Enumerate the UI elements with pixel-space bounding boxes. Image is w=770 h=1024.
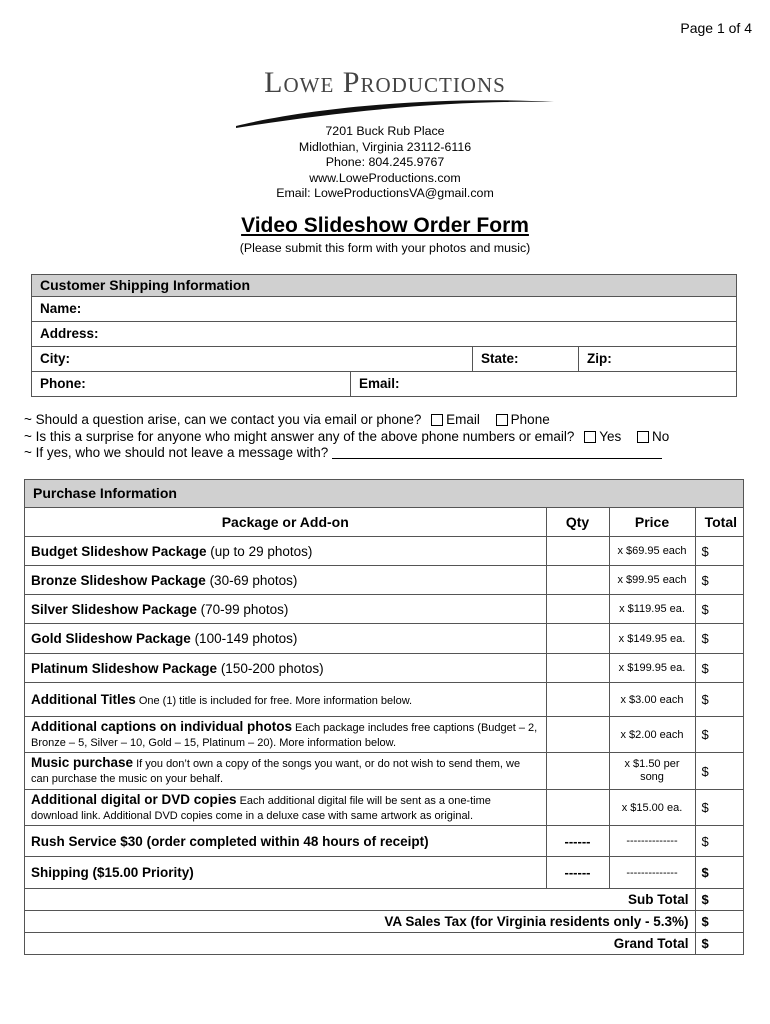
phone-field[interactable]	[32, 372, 350, 396]
qty-field[interactable]	[546, 753, 609, 790]
grand-total-row	[25, 933, 743, 955]
qty-field[interactable]	[546, 790, 609, 826]
grand-total-field[interactable]: $	[695, 933, 743, 955]
col-total-header: Total	[695, 508, 743, 537]
item-cell	[25, 790, 546, 826]
item-cell	[25, 595, 546, 624]
contact-questions	[24, 412, 669, 462]
item-name: Additional captions on individual photos	[31, 718, 292, 734]
item-description: (up to 29 photos)	[206, 543, 313, 559]
col-price-header: Price	[609, 508, 695, 537]
item-cell	[25, 537, 546, 566]
email-checkbox[interactable]	[431, 414, 443, 426]
total-field[interactable]: $	[695, 790, 743, 826]
address-email: Email: LoweProductionsVA@gmail.com	[276, 186, 494, 200]
item-name: Silver Slideshow Package	[31, 601, 197, 617]
state-label: State:	[481, 351, 519, 366]
page-number: Page 1 of 4	[680, 20, 752, 36]
price-cell: x $199.95 ea.	[609, 654, 695, 683]
address-phone: Phone: 804.245.9767	[325, 155, 445, 169]
table-row	[25, 624, 743, 654]
question-contact-method	[24, 412, 669, 429]
price-cell: --------------	[609, 857, 695, 889]
item-description: (150-200 photos)	[217, 660, 324, 676]
item-description: (30-69 photos)	[205, 572, 298, 588]
email-option-label: Email	[446, 412, 480, 427]
sales-tax-field[interactable]: $	[695, 911, 743, 933]
item-name: Platinum Slideshow Package	[31, 660, 218, 676]
table-row	[25, 753, 743, 790]
item-name: Rush Service $30 (order completed within 48 hours of receipt)	[31, 833, 429, 849]
table-row	[25, 537, 743, 566]
total-field[interactable]: $	[695, 566, 743, 595]
table-row	[25, 566, 743, 595]
subtotal-field[interactable]: $	[695, 889, 743, 911]
qty-field[interactable]	[546, 717, 609, 753]
item-description: Each package includes free captions (Budget – 2, Bronze – 5, Silver – 10, Gold – 15, Platinum – 20). More information below.	[31, 721, 538, 749]
subtotal-label: Sub Total	[25, 889, 695, 911]
price-cell: x $3.00 each	[609, 683, 695, 717]
price-cell: x $99.95 each	[609, 566, 695, 595]
item-cell	[25, 753, 546, 790]
name-row[interactable]	[32, 297, 736, 322]
question-surprise-text: ~ Is this a surprise for anyone who might answer any of the above phone numbers or email?	[24, 428, 575, 444]
grand-total-label: Grand Total	[25, 933, 695, 955]
question-contact-text: ~ Should a question arise, can we contact you via email or phone?	[24, 412, 422, 427]
total-field[interactable]: $	[695, 654, 743, 683]
item-cell	[25, 826, 546, 857]
total-field[interactable]: $	[695, 624, 743, 654]
col-qty-header: Qty	[546, 508, 609, 537]
no-option-label: No	[652, 428, 670, 444]
purchase-table	[25, 508, 743, 954]
col-package-header: Package or Add-on	[25, 508, 546, 537]
price-cell: x $69.95 each	[609, 537, 695, 566]
phone-checkbox[interactable]	[496, 414, 508, 426]
city-row	[32, 347, 736, 372]
no-checkbox[interactable]	[637, 431, 649, 443]
state-field[interactable]	[472, 347, 578, 371]
item-cell	[25, 566, 546, 595]
form-title: Video Slideshow Order Form	[241, 214, 529, 237]
item-cell	[25, 717, 546, 753]
purchase-column-headers	[25, 508, 743, 537]
item-description: If you don’t own a copy of the songs you want, or do not wish to send them, we can purchase the music on your behalf.	[31, 758, 521, 785]
zip-field[interactable]	[578, 347, 736, 371]
table-row	[25, 717, 743, 753]
total-field[interactable]: $	[695, 826, 743, 857]
item-name: Music purchase	[31, 755, 134, 770]
table-row	[25, 790, 743, 826]
question-no-message	[24, 445, 669, 462]
qty-field[interactable]	[546, 683, 609, 717]
phone-option-label: Phone	[510, 412, 550, 427]
total-field[interactable]: $	[695, 753, 743, 790]
city-field[interactable]	[32, 347, 472, 371]
shipping-header: Customer Shipping Information	[32, 275, 736, 297]
item-name: Shipping ($15.00 Priority)	[31, 865, 194, 880]
price-cell: x $2.00 each	[609, 717, 695, 753]
price-cell: x $119.95 ea.	[609, 595, 695, 624]
qty-field[interactable]	[546, 566, 609, 595]
phone-row	[32, 372, 736, 396]
yes-checkbox[interactable]	[584, 431, 596, 443]
qty-field[interactable]	[546, 537, 609, 566]
item-name: Gold Slideshow Package	[31, 631, 191, 646]
table-row	[25, 654, 743, 683]
total-field[interactable]: $	[695, 537, 743, 566]
phone-label: Phone:	[40, 376, 86, 391]
item-name: Budget Slideshow Package	[31, 543, 207, 559]
table-row	[25, 595, 743, 624]
address-row[interactable]	[32, 322, 736, 347]
price-cell: --------------	[609, 826, 695, 857]
total-field[interactable]: $	[695, 857, 743, 889]
name-label: Name:	[40, 301, 82, 316]
qty-field[interactable]	[546, 654, 609, 683]
question-surprise	[24, 429, 669, 446]
address-city: Midlothian, Virginia 23112-6116	[298, 139, 472, 154]
qty-field[interactable]	[546, 595, 609, 624]
sales-tax-label: VA Sales Tax (for Virginia residents only - 5.3%)	[25, 911, 695, 933]
form-subtitle: (Please submit this form with your photos and music)	[239, 241, 531, 255]
qty-field[interactable]	[546, 624, 609, 654]
city-label: City:	[40, 351, 70, 366]
address-street: 7201 Buck Rub Place	[325, 124, 445, 138]
item-description: (70-99 photos)	[196, 601, 289, 617]
address-label: Address:	[40, 326, 99, 341]
shipping-section	[31, 274, 737, 397]
item-cell	[25, 857, 546, 889]
item-description: (100-149 photos)	[190, 631, 298, 646]
email-label: Email:	[359, 376, 400, 391]
sales-tax-row	[25, 911, 743, 933]
item-description: Each additional digital file will be sent as a one-time download link. Additional DVD copies come in a deluxe case with same artwork as original.	[31, 794, 491, 822]
item-cell	[25, 624, 546, 654]
item-name: Bronze Slideshow Package	[31, 572, 206, 588]
price-cell: x $15.00 ea.	[609, 790, 695, 826]
qty-field[interactable]: ------	[546, 857, 609, 889]
yes-option-label: Yes	[599, 428, 622, 444]
item-cell	[25, 683, 546, 717]
address-website: www.LoweProductions.com	[309, 170, 461, 185]
email-field[interactable]	[350, 372, 736, 396]
subtotal-row	[25, 889, 743, 911]
item-cell	[25, 654, 546, 683]
table-row	[25, 826, 743, 857]
table-row	[25, 857, 743, 889]
purchase-section	[24, 479, 744, 955]
company-address	[0, 124, 770, 202]
item-description: One (1) title is included for free. More information below.	[135, 695, 413, 707]
zip-label: Zip:	[587, 351, 612, 366]
question-no-message-text: ~ If yes, who we should not leave a message with?	[24, 445, 329, 460]
total-field[interactable]: $	[695, 717, 743, 753]
total-field[interactable]: $	[695, 683, 743, 717]
logo-text: Lowe Productions	[264, 66, 506, 99]
price-cell: x $1.50 per song	[609, 753, 695, 790]
item-name: Additional Titles	[31, 692, 136, 707]
table-row	[25, 683, 743, 717]
total-field[interactable]: $	[695, 595, 743, 624]
no-message-input[interactable]	[332, 446, 662, 459]
item-name: Additional digital or DVD copies	[31, 791, 237, 807]
purchase-header: Purchase Information	[25, 480, 743, 508]
qty-field[interactable]: ------	[546, 826, 609, 857]
price-cell: x $149.95 ea.	[609, 624, 695, 654]
